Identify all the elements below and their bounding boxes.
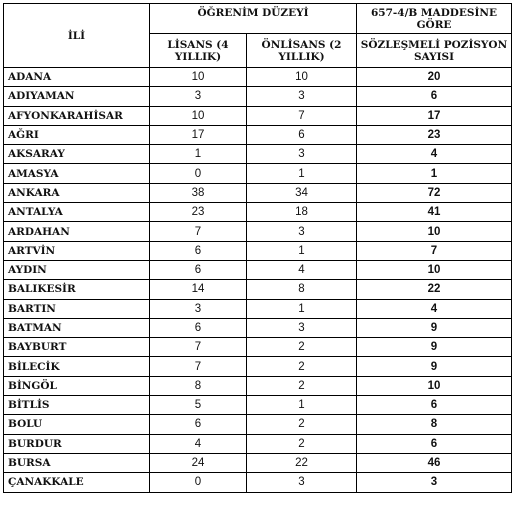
associate-cell: 2 (247, 376, 357, 395)
associate-cell: 18 (247, 203, 357, 222)
table-body (4, 68, 512, 493)
table-row (4, 222, 512, 241)
total-cell: 41 (357, 203, 512, 222)
total-cell: 10 (357, 222, 512, 241)
total-cell: 9 (357, 318, 512, 337)
bachelor-cell: 38 (150, 183, 247, 202)
bachelor-cell: 14 (150, 280, 247, 299)
province-cell: ADANA (4, 68, 150, 87)
table-row (4, 357, 512, 376)
associate-cell: 1 (247, 396, 357, 415)
bachelor-cell: 6 (150, 415, 247, 434)
associate-header: ÖNLİSANS (2 YILLIK) (247, 34, 357, 68)
associate-cell: 7 (247, 106, 357, 125)
province-cell: BATMAN (4, 318, 150, 337)
total-cell: 4 (357, 299, 512, 318)
bachelor-cell: 6 (150, 318, 247, 337)
bachelor-cell: 7 (150, 338, 247, 357)
province-cell: ARDAHAN (4, 222, 150, 241)
associate-cell: 8 (247, 280, 357, 299)
bachelor-cell: 10 (150, 106, 247, 125)
total-cell: 72 (357, 183, 512, 202)
associate-cell: 22 (247, 453, 357, 472)
positions-table (3, 3, 512, 493)
total-cell: 9 (357, 357, 512, 376)
table-row (4, 68, 512, 87)
total-cell: 7 (357, 241, 512, 260)
total-cell: 10 (357, 376, 512, 395)
province-cell: BİTLİS (4, 396, 150, 415)
associate-cell: 2 (247, 434, 357, 453)
bachelor-cell: 7 (150, 357, 247, 376)
associate-cell: 10 (247, 68, 357, 87)
bachelor-cell: 4 (150, 434, 247, 453)
associate-cell: 2 (247, 357, 357, 376)
total-cell: 9 (357, 338, 512, 357)
associate-cell: 3 (247, 318, 357, 337)
province-cell: ÇANAKKALE (4, 473, 150, 492)
table-row (4, 106, 512, 125)
table-row (4, 473, 512, 492)
province-cell: ANTALYA (4, 203, 150, 222)
bachelor-cell: 6 (150, 241, 247, 260)
table-row (4, 280, 512, 299)
associate-cell: 3 (247, 473, 357, 492)
bachelor-cell: 0 (150, 473, 247, 492)
associate-cell: 1 (247, 164, 357, 183)
bachelor-cell: 10 (150, 68, 247, 87)
associate-cell: 34 (247, 183, 357, 202)
table-row (4, 203, 512, 222)
education-level-header: ÖĞRENİM DÜZEYİ (150, 4, 357, 34)
table-row (4, 453, 512, 472)
province-cell: AFYONKARAHİSAR (4, 106, 150, 125)
positions-table-wrapper (3, 3, 512, 493)
table-row (4, 241, 512, 260)
province-cell: AMASYA (4, 164, 150, 183)
table-row (4, 299, 512, 318)
bachelor-cell: 8 (150, 376, 247, 395)
province-cell: BURDUR (4, 434, 150, 453)
associate-cell: 6 (247, 125, 357, 144)
associate-cell: 2 (247, 415, 357, 434)
total-cell: 6 (357, 396, 512, 415)
total-cell: 20 (357, 68, 512, 87)
bachelor-cell: 5 (150, 396, 247, 415)
total-cell: 1 (357, 164, 512, 183)
bachelor-cell: 23 (150, 203, 247, 222)
province-cell: BARTIN (4, 299, 150, 318)
table-row (4, 87, 512, 106)
article-header: 657-4/B MADDESİNE GÖRE (357, 4, 512, 34)
associate-cell: 4 (247, 260, 357, 279)
province-cell: AKSARAY (4, 145, 150, 164)
associate-cell: 1 (247, 241, 357, 260)
table-row (4, 164, 512, 183)
associate-cell: 2 (247, 338, 357, 357)
bachelor-header: LİSANS (4 YILLIK) (150, 34, 247, 68)
position-count-header: SÖZLEŞMELİ POZİSYON SAYISI (357, 34, 512, 68)
bachelor-cell: 6 (150, 260, 247, 279)
table-row (4, 125, 512, 144)
table-row (4, 260, 512, 279)
total-cell: 6 (357, 434, 512, 453)
table-row (4, 396, 512, 415)
bachelor-cell: 3 (150, 87, 247, 106)
table-row (4, 145, 512, 164)
bachelor-cell: 24 (150, 453, 247, 472)
province-cell: AĞRI (4, 125, 150, 144)
total-cell: 4 (357, 145, 512, 164)
table-row (4, 434, 512, 453)
table-row (4, 376, 512, 395)
table-header (4, 4, 512, 68)
province-cell: ARTVİN (4, 241, 150, 260)
total-cell: 8 (357, 415, 512, 434)
province-cell: BURSA (4, 453, 150, 472)
associate-cell: 3 (247, 222, 357, 241)
province-cell: AYDIN (4, 260, 150, 279)
associate-cell: 3 (247, 145, 357, 164)
total-cell: 23 (357, 125, 512, 144)
associate-cell: 3 (247, 87, 357, 106)
total-cell: 3 (357, 473, 512, 492)
bachelor-cell: 3 (150, 299, 247, 318)
associate-cell: 1 (247, 299, 357, 318)
table-row (4, 338, 512, 357)
bachelor-cell: 17 (150, 125, 247, 144)
total-cell: 46 (357, 453, 512, 472)
table-row (4, 415, 512, 434)
bachelor-cell: 1 (150, 145, 247, 164)
total-cell: 17 (357, 106, 512, 125)
province-cell: ADIYAMAN (4, 87, 150, 106)
province-cell: BOLU (4, 415, 150, 434)
table-row (4, 318, 512, 337)
province-cell: BAYBURT (4, 338, 150, 357)
province-cell: BALIKESİR (4, 280, 150, 299)
table-row (4, 183, 512, 202)
bachelor-cell: 7 (150, 222, 247, 241)
province-cell: BİLECİK (4, 357, 150, 376)
total-cell: 6 (357, 87, 512, 106)
total-cell: 22 (357, 280, 512, 299)
total-cell: 10 (357, 260, 512, 279)
bachelor-cell: 0 (150, 164, 247, 183)
province-header: İLİ (4, 4, 150, 68)
province-cell: ANKARA (4, 183, 150, 202)
province-cell: BİNGÖL (4, 376, 150, 395)
